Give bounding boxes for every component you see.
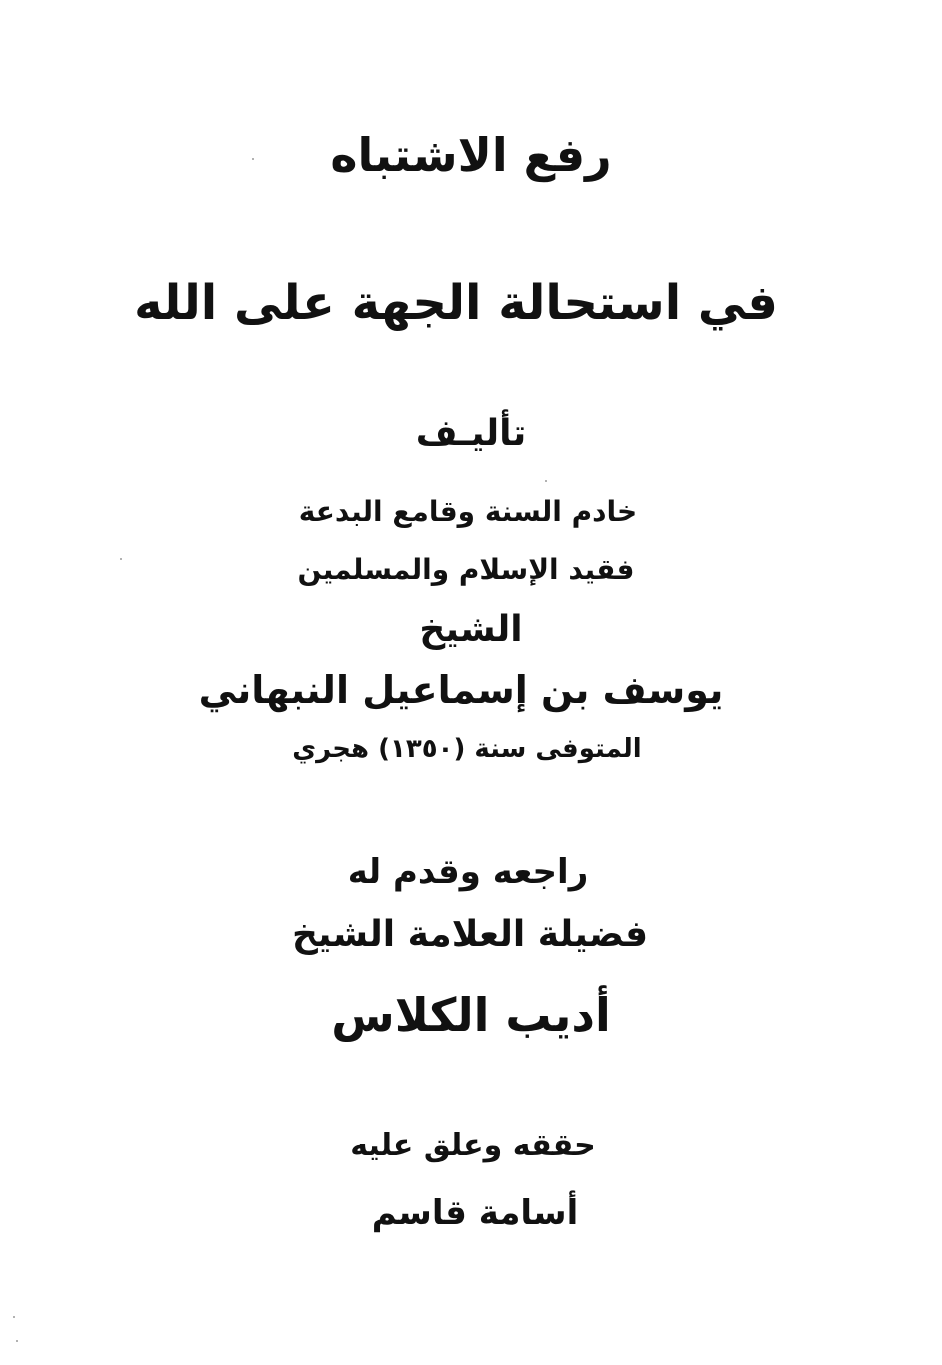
author-epithet-1: خادم السنة وقامع البدعة <box>298 495 638 528</box>
scan-speck <box>545 480 547 482</box>
scan-speck <box>16 1340 18 1342</box>
reviewer-title: فضيلة العلامة الشيخ <box>291 914 649 955</box>
edited-by-label: حققه وعلق عليه <box>350 1128 596 1163</box>
book-title-line-2: في استحالة الجهة على الله <box>134 275 778 331</box>
authored-by-label: تأليـف <box>415 413 527 454</box>
author-honorific: الشيخ <box>419 609 523 650</box>
scan-speck <box>252 158 254 160</box>
editor-name: أسامة قاسم <box>371 1193 579 1233</box>
author-epithet-2: فقيد الإسلام والمسلمين <box>297 553 635 586</box>
scan-speck <box>120 558 122 560</box>
author-death-year: المتوفى سنة (١٣٥٠) هجري <box>292 734 642 764</box>
reviewer-name: أديب الكلاس <box>331 988 611 1042</box>
scan-speck <box>13 1316 15 1318</box>
reviewed-by-label: راجعه وقدم له <box>347 852 589 892</box>
book-title-line-1: رفع الاشتباه <box>330 128 612 182</box>
author-name: يوسف بن إسماعيل النبهاني <box>198 668 724 712</box>
